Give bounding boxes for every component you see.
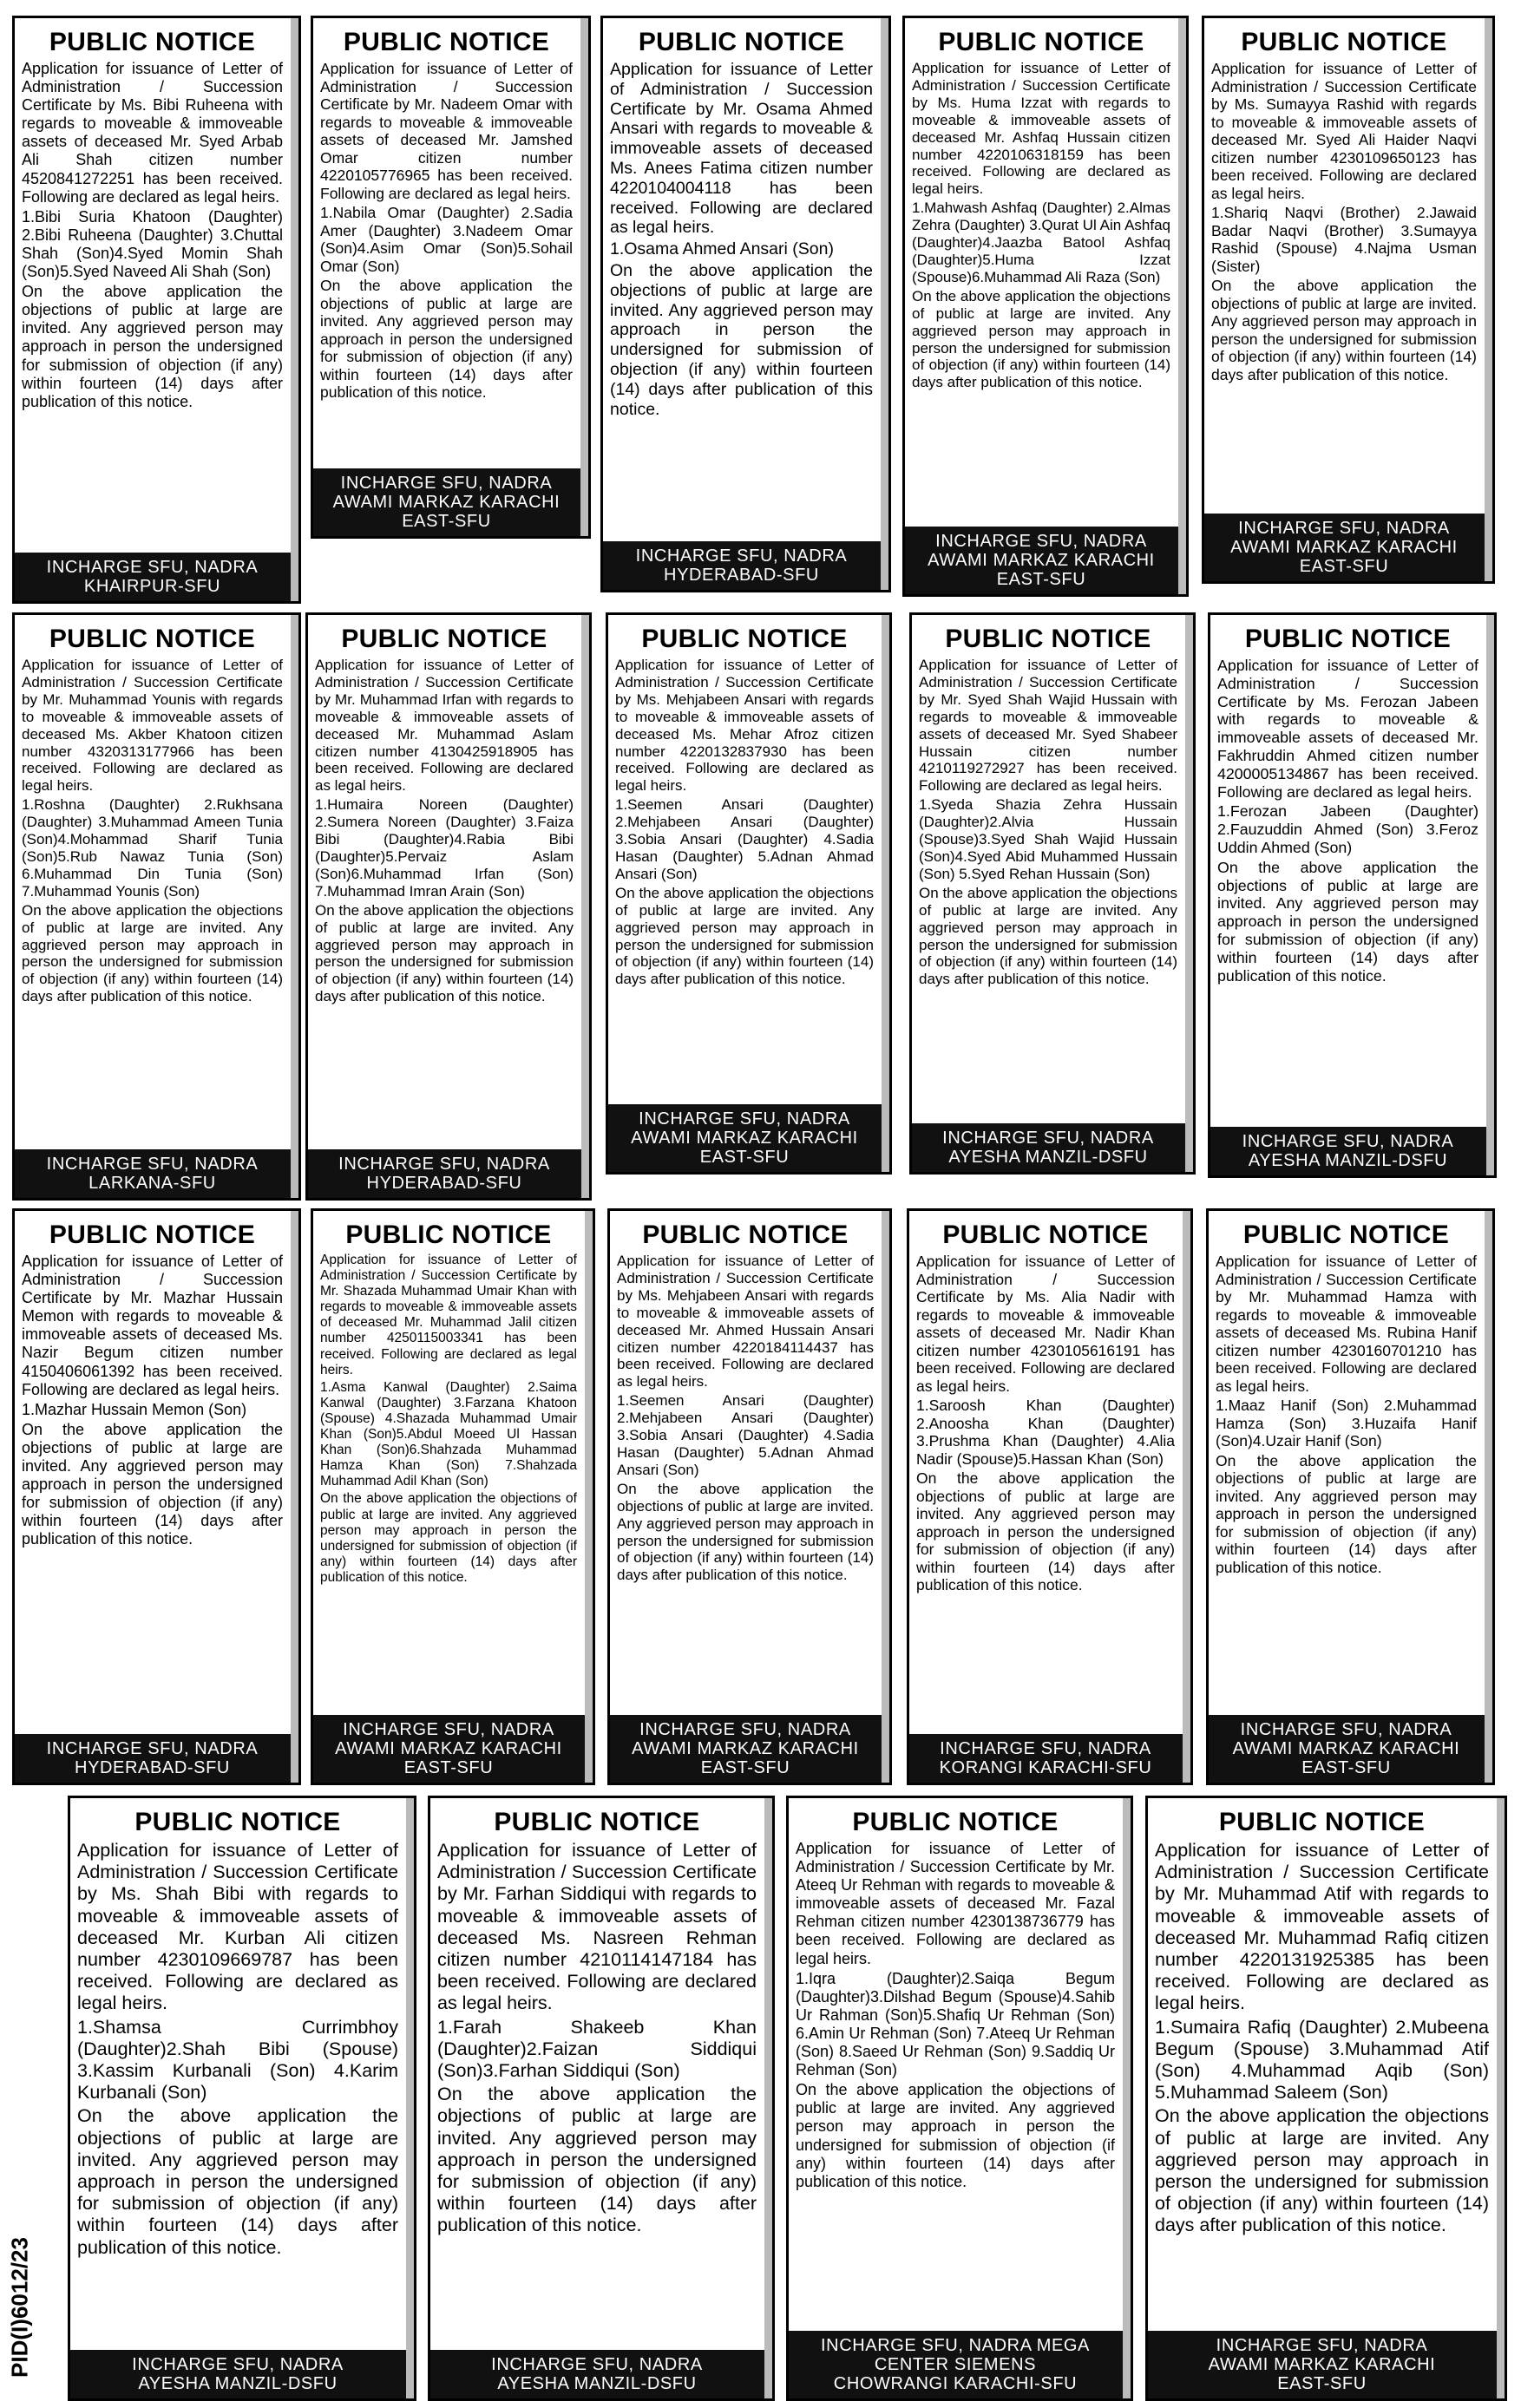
notice-title: PUBLIC NOTICE (345, 1220, 552, 1249)
public-notice (68, 1796, 416, 2401)
footer-line: AWAMI MARKAZ KARACHI (332, 493, 561, 512)
notice-heirs: 1.Seemen Ansari (Daughter) 2.Mehjabeen Ansari (Daughter) 3.Sobia Ansari (Daughter) 4.Sadia Hasan (Daughter) 5.Adnan Ahmad Ansari (Son) (615, 796, 874, 882)
footer-line: INCHARGE SFU, NADRA (1242, 1132, 1454, 1151)
notice-title: PUBLIC NOTICE (49, 28, 256, 56)
footer-line: INCHARGE SFU, NADRA (340, 474, 553, 493)
notice-title: PUBLIC NOTICE (1218, 1808, 1426, 1836)
public-notice (600, 16, 891, 592)
notice-footer (430, 2350, 772, 2398)
notice-footer (1148, 2331, 1505, 2398)
public-notice (311, 16, 591, 539)
notice-closing: On the above application the objections of public at large are invited. Any aggrieved person may approach in person the undersigned for submission of objection (if any) within fourteen (14) days after publication of this notice. (617, 1480, 874, 1584)
notice-footer (1209, 1715, 1492, 1783)
footer-line: INCHARGE SFU, NADRA (942, 1129, 1154, 1148)
footer-line: INCHARGE SFU, NADRA (639, 1720, 851, 1739)
notice-intro: Application for issuance of Letter of Administration / Succession Certificate by Mr. Syed Shah Wajid Hussain with regards to moveable & immoveable assets of deceased Mr. Syed Shabeer Hussain citizen number 4210119272927 has been received. Following are declared as legal heirs. (919, 657, 1177, 795)
notice-footer (70, 2350, 414, 2398)
notice-footer (1204, 514, 1492, 581)
notice-title: PUBLIC NOTICE (1244, 625, 1452, 653)
footer-line: INCHARGE SFU, NADRA (46, 1155, 259, 1174)
public-notice (786, 1796, 1133, 2401)
notice-closing: On the above application the objections of public at large are invited. Any aggrieved person may approach in person the undersigned for submission of objection (if any) within fourteen (14) days after publication of this notice. (1211, 277, 1477, 383)
notice-intro: Application for issuance of Letter of Administration / Succession Certificate by Mr. Farhan Siddiqui with regards to moveable & immoveable assets of deceased Ms. Nasreen Rehman citizen number 4210114147184 has been received. Following are declared as legal heirs. (437, 1840, 757, 2014)
footer-line: INCHARGE SFU, NADRA (1238, 519, 1450, 538)
footer-line: HYDERABAD-SFU (366, 1174, 522, 1193)
notice-heirs: 1.Saroosh Khan (Daughter) 2.Anoosha Khan (Daughter) 3.Prushma Khan (Daughter) 4.Alia Nadir (Spouse)5.Hassan Khan (Son) (916, 1397, 1175, 1468)
notice-intro: Application for issuance of Letter of Administration / Succession Certificate by Mr. Muhammad Hamza with regards to moveable & immoveable assets of deceased Ms. Rubina Hanif citizen number 4230160701210 has been received. Following are declared as legal heirs. (1216, 1253, 1477, 1395)
notice-intro: Application for issuance of Letter of Administration / Succession Certificate by Ms. Huma Izzat with regards to moveable & immoveable assets of deceased Mr. Ashfaq Hussain citizen number 4220106318159 has been received. Following are declared as legal heirs. (912, 60, 1170, 198)
footer-line: INCHARGE SFU, NADRA (940, 1739, 1151, 1758)
notice-title: PUBLIC NOTICE (49, 625, 256, 653)
notice-closing: On the above application the objections of public at large are invited. Any aggrieved person may approach in person the undersigned for submission of objection (if any) within fourteen (14) days after publication of this notice. (1155, 2105, 1489, 2236)
notice-heirs: 1.Sumaira Rafiq (Daughter) 2.Mubeena Begum (Spouse) 3.Muhammad Atif (Son) 4.Muhammad Aqib (Son) 5.Muhammad Saleem (Son) (1155, 2016, 1489, 2104)
notice-body (1204, 60, 1492, 514)
notice-title: PUBLIC NOTICE (1242, 1220, 1450, 1249)
notice-body (308, 657, 589, 1149)
footer-line: AYESHA MANZIL-DSFU (138, 2374, 338, 2393)
notice-intro: Application for issuance of Letter of Administration / Succession Certificate by Mr. Muhammad Irfan with regards to moveable & immoveable assets of deceased Mr. Muhammad Aslam citizen number 4130425918905 has been received. Following are declared as legal heirs. (315, 657, 574, 795)
public-notice (1202, 16, 1495, 584)
notice-footer (608, 1104, 889, 1172)
notice-closing: On the above application the objections of public at large are invited. Any aggrieved person may approach in person the undersigned for submission of objection (if any) within fourteen (14) days after publication of this notice. (315, 901, 574, 1005)
notice-intro: Application for issuance of Letter of Administration / Succession Certificate by Ms. Bibi Ruheena with regards to moveable & immoveable assets of deceased Mr. Syed Arbab Ali Shah citizen number 4520841272251 has been received. Following are declared as legal heirs. (22, 60, 283, 206)
notice-body (789, 1840, 1131, 2331)
notice-title: PUBLIC NOTICE (642, 1220, 849, 1249)
notice-closing: On the above application the objections of public at large are invited. Any aggrieved person may approach in person the undersigned for submission of objection (if any) within fourteen (14) days after publication of this notice. (320, 1491, 577, 1585)
notice-footer (909, 1734, 1190, 1783)
footer-line: AYESHA MANZIL-DSFU (948, 1148, 1148, 1167)
notice-closing: On the above application the objections of public at large are invited. Any aggrieved person may approach in person the undersigned for submission of objection (if any) within fourteen (14) days after publication of this notice. (77, 2105, 398, 2258)
notice-body (313, 1253, 593, 1715)
public-notice (902, 16, 1189, 597)
notice-intro: Application for issuance of Letter of Administration / Succession Certificate by Ms. Mehjabeen Ansari with regards to moveable & immoveable assets of deceased Ms. Mehar Afroz citizen number 4220132837930 has been received. Following are declared as legal heirs. (615, 657, 874, 795)
notice-footer (789, 2331, 1131, 2398)
notice-title: PUBLIC NOTICE (938, 28, 1144, 56)
footer-line: CENTER SIEMENS (874, 2355, 1037, 2374)
notice-closing: On the above application the objections of public at large are invited. Any aggrieved person may approach in person the undersigned for submission of objection (if any) within fourteen (14) days after publication of this notice. (22, 1420, 283, 1548)
notice-title: PUBLIC NOTICE (852, 1808, 1059, 1836)
notice-title: PUBLIC NOTICE (341, 625, 547, 653)
notice-body (430, 1840, 772, 2350)
notice-intro: Application for issuance of Letter of Administration / Succession Certificate by Mr. Muhammad Younis with regards to moveable & immoveable assets of deceased Ms. Akber Khatoon citizen number 4320313177966 has been received. Following are declared as legal heirs. (22, 657, 283, 795)
footer-line: INCHARGE SFU, NADRA (1240, 1720, 1452, 1739)
notice-closing: On the above application the objections of public at large are invited. Any aggrieved person may approach in person the undersigned for submission of objection (if any) within fourteen (14) days after publication of this notice. (1216, 1451, 1477, 1576)
notice-heirs: 1.Farah Shakeeb Khan (Daughter)2.Faizan Siddiqui (Son)3.Farhan Siddiqui (Son) (437, 2016, 757, 2082)
notice-closing: On the above application the objections of public at large are invited. Any aggrieved person may approach in person the undersigned for submission of objection (if any) within fourteen (14) days after publication of this notice. (912, 287, 1170, 391)
notice-body (70, 1840, 414, 2350)
notice-heirs: 1.Seemen Ansari (Daughter) 2.Mehjabeen Ansari (Daughter) 3.Sobia Ansari (Daughter) 4.Sadia Hasan (Daughter) 5.Adnan Ahmad Ansari (Son) (617, 1392, 874, 1478)
notice-footer (313, 1715, 593, 1783)
notice-footer (912, 1123, 1193, 1172)
footer-line: INCHARGE SFU, NADRA MEGA (821, 2336, 1090, 2355)
notice-intro: Application for issuance of Letter of Administration / Succession Certificate by Mr. Muhammad Atif with regards to moveable & immoveable assets of deceased Mr. Muhammad Rafiq citizen number 4220131925385 has been received. Following are declared as legal heirs. (1155, 1840, 1489, 2014)
notice-heirs: 1.Ferozan Jabeen (Daughter) 2.Fauzuddin Ahmed (Son) 3.Feroz Uddin Ahmed (Son) (1217, 802, 1478, 856)
notice-body (603, 60, 888, 541)
footer-line: INCHARGE SFU, NADRA (639, 1109, 850, 1129)
footer-line: HYDERABAD-SFU (75, 1758, 230, 1777)
footer-line: EAST-SFU (1299, 557, 1389, 576)
footer-line: EAST-SFU (996, 570, 1086, 589)
footer-line: AYESHA MANZIL-DSFU (1248, 1151, 1448, 1170)
notice-body (912, 657, 1193, 1123)
notice-intro: Application for issuance of Letter of Administration / Succession Certificate by Mr. Mazhar Hussain Memon with regards to moveable & immoveable assets of deceased Ms. Nazir Begum citizen number 4150406061392 has been received. Following are declared as legal heirs. (22, 1253, 283, 1398)
notice-footer (603, 541, 888, 590)
notice-intro: Application for issuance of Letter of Administration / Succession Certificate by Mr. Ateeq Ur Rehman with regards to moveable & immoveable assets of deceased Mr. Fazal Rehman citizen number 4230138736779 has been received. Following are declared as legal heirs. (796, 1840, 1115, 1967)
public-notice (305, 612, 592, 1201)
notice-footer (15, 553, 298, 601)
notice-closing: On the above application the objections of public at large are invited. Any aggrieved person may approach in person the undersigned for submission of objection (if any) within fourteen (14) days after publication of this notice. (916, 1469, 1175, 1593)
notice-footer (313, 468, 588, 536)
notice-intro: Application for issuance of Letter of Administration / Succession Certificate by Mr. Nadeem Omar with regards to moveable & immoveable assets of deceased Mr. Jamshed Omar citizen number 4220105776965 has been received. Following are declared as legal heirs. (320, 60, 573, 202)
notice-title: PUBLIC NOTICE (641, 625, 848, 653)
footer-line: KORANGI KARACHI-SFU (939, 1758, 1152, 1777)
notice-intro: Application for issuance of Letter of Administration / Succession Certificate by Ms. Shah Bibi with regards to moveable & immoveable assets of deceased Mr. Kurban Ali citizen number 4230109669787 has been received. Following are declared as legal heirs. (77, 1840, 398, 2014)
notice-intro: Application for issuance of Letter of Administration / Succession Certificate by Mr. Shazada Muhammad Umair Khan with regards to moveable & immoveable assets of deceased Mr. Muhammad Jalil citizen number 4250115003341 has been received. Following are declared as legal heirs. (320, 1253, 577, 1377)
notice-footer (905, 527, 1186, 594)
notice-title: PUBLIC NOTICE (638, 28, 845, 56)
notice-heirs: 1.Humaira Noreen (Daughter) 2.Sumera Noreen (Daughter) 3.Faiza Bibi (Daughter)4.Rabia Bibi (Daughter)5.Pervaiz Aslam (Son)6.Muhammad Irfan (Son) 7.Muhammad Imran Arain (Son) (315, 796, 574, 900)
footer-line: INCHARGE SFU, NADRA (935, 532, 1147, 551)
notice-closing: On the above application the objections of public at large are invited. Any aggrieved person may approach in person the undersigned for submission of objection (if any) within fourteen (14) days after publication of this notice. (610, 260, 873, 419)
notice-heirs: 1.Mahwash Ashfaq (Daughter) 2.Almas Zehra (Daughter) 3.Qurat Ul Ain Ashfaq (Daughter)4.Jaazba Batool Ashfaq (Daughter)5.Huma Izzat (Spouse)6.Muhammad Ali Raza (Son) (912, 200, 1170, 285)
public-notice (607, 1208, 892, 1785)
notice-heirs: 1.Nabila Omar (Daughter) 2.Sadia Amer (Daughter) 3.Nadeem Omar (Son)4.Asim Omar (Son)5.Sohail Omar (Son) (320, 204, 573, 275)
footer-line: INCHARGE SFU, NADRA (635, 546, 848, 566)
notice-heirs: 1.Shamsa Currimbhoy (Daughter)2.Shah Bibi (Spouse) 3.Kassim Kurbanali (Son) 4.Karim Kurbanali (Son) (77, 2016, 398, 2104)
notice-body (610, 1253, 889, 1715)
footer-line: EAST-SFU (700, 1758, 790, 1777)
notice-body (909, 1253, 1190, 1734)
public-notice (907, 1208, 1193, 1785)
notice-intro: Application for issuance of Letter of Administration / Succession Certificate by Mr. Osama Ahmed Ansari with regards to moveable & immoveable assets of deceased Ms. Anees Fatima citizen number 4220104004118 has been received. Following are declared as legal heirs. (610, 60, 873, 238)
notice-heirs: 1.Iqra (Daughter)2.Saiqa Begum (Daughter)3.Dilshad Begum (Spouse)4.Sahib Ur Rahman (Son)5.Shafiq Ur Rehman (Son) 6.Amin Ur Rehman (Son) 7.Ateeq Ur Rehman (Son) 8.Saeed Ur Rehman (Son) 9.Saddiq Ur Rehman (Son) (796, 1969, 1115, 2079)
public-notice (12, 1208, 301, 1785)
footer-line: AWAMI MARKAZ KARACHI (1232, 1739, 1460, 1758)
public-notice (909, 612, 1196, 1175)
notice-body (15, 1253, 298, 1734)
notice-title: PUBLIC NOTICE (942, 1220, 1149, 1249)
notice-closing: On the above application the objections of public at large are invited. Any aggrieved person may approach in person the undersigned for submission of objection (if any) within fourteen (14) days after publication of this notice. (320, 277, 573, 401)
notice-footer (1210, 1127, 1494, 1175)
footer-line: EAST-SFU (699, 1148, 790, 1167)
footer-line: AWAMI MARKAZ KARACHI (1230, 538, 1458, 557)
notice-body (608, 657, 889, 1104)
footer-line: INCHARGE SFU, NADRA (1216, 2336, 1428, 2355)
notice-body (15, 60, 298, 553)
footer-line: KHAIRPUR-SFU (83, 577, 221, 596)
public-notice (1206, 1208, 1495, 1785)
notice-title: PUBLIC NOTICE (343, 28, 550, 56)
notice-title: PUBLIC NOTICE (494, 1808, 700, 1836)
notice-body (1209, 1253, 1492, 1715)
notice-closing: On the above application the objections of public at large are invited. Any aggrieved person may approach in person the undersigned for submission of objection (if any) within fourteen (14) days after publication of this notice. (437, 2084, 757, 2236)
footer-line: AWAMI MARKAZ KARACHI (928, 551, 1155, 570)
notice-closing: On the above application the objections of public at large are invited. Any aggrieved person may approach in person the undersigned for submission of objection (if any) within fourteen (14) days after publication of this notice. (1217, 858, 1478, 985)
notice-intro: Application for issuance of Letter of Administration / Succession Certificate by Ms. Alia Nadir with regards to moveable & immoveable assets of deceased Mr. Nadir Khan citizen number 4230105616191 has been received. Following are declared as legal heirs. (916, 1253, 1175, 1395)
notice-title: PUBLIC NOTICE (945, 625, 1151, 653)
notice-intro: Application for issuance of Letter of Administration / Succession Certificate by Ms. Mehjabeen Ansari with regards to moveable & immoveable assets of deceased Mr. Ahmed Hussain Ansari citizen number 4220184114437 has been received. Following are declared as legal heirs. (617, 1253, 874, 1390)
notice-title: PUBLIC NOTICE (49, 1220, 256, 1249)
footer-line: LARKANA-SFU (89, 1174, 216, 1193)
notice-closing: On the above application the objections of public at large are invited. Any aggrieved person may approach in person the undersigned for submission of objection (if any) within fourteen (14) days after publication of this notice. (22, 901, 283, 1005)
notice-footer (610, 1715, 889, 1783)
footer-line: INCHARGE SFU, NADRA (132, 2355, 344, 2374)
footer-line: AWAMI MARKAZ KARACHI (631, 1129, 858, 1148)
footer-line: AWAMI MARKAZ KARACHI (335, 1739, 562, 1758)
footer-line: INCHARGE SFU, NADRA (491, 2355, 703, 2374)
footer-line: INCHARGE SFU, NADRA (343, 1720, 554, 1739)
footer-line: INCHARGE SFU, NADRA (46, 558, 259, 577)
footer-line: EAST-SFU (1301, 1758, 1391, 1777)
notice-body (1210, 657, 1494, 1127)
notice-body (313, 60, 588, 468)
notice-heirs: 1.Osama Ahmed Ansari (Son) (610, 239, 834, 259)
notice-heirs: 1.Syeda Shazia Zehra Hussain (Daughter)2.Alvia Hussain (Spouse)3.Syed Shah Wajid Hussain (Son)4.Syed Abid Muhammed Hussain (Son) 5.Syed Rehan Hussain (Son) (919, 796, 1177, 882)
notice-title: PUBLIC NOTICE (134, 1808, 341, 1836)
notice-title: PUBLIC NOTICE (1241, 28, 1447, 56)
footer-line: AWAMI MARKAZ KARACHI (1208, 2355, 1436, 2374)
footer-line: INCHARGE SFU, NADRA (46, 1739, 259, 1758)
notice-heirs: 1.Asma Kanwal (Daughter) 2.Saima Kanwal (Daughter) 3.Farzana Khatoon (Spouse) 4.Shazada Muhammad Umair Khan (Son)5.Abdul Moeed Ul Hassan Khan (Son)6.Shahzada Muhammad Hamza Khan (Son) 7.Shahzada Muhammad Adil Khan (Son) (320, 1379, 577, 1489)
footer-line: CHOWRANGI KARACHI-SFU (833, 2374, 1078, 2393)
footer-line: INCHARGE SFU, NADRA (338, 1155, 550, 1174)
notice-heirs: 1.Maaz Hanif (Son) 2.Muhammad Hamza (Son) 3.Huzaifa Hanif (Son)4.Uzair Hanif (Son) (1216, 1397, 1477, 1449)
notice-heirs: 1.Bibi Suria Khatoon (Daughter) 2.Bibi Ruheena (Daughter) 3.Chuttal Shah (Son)4.Syed Momin Shah (Son)5.Syed Naveed Ali Shah (Son) (22, 207, 283, 281)
notice-heirs: 1.Shariq Naqvi (Brother) 2.Jawaid Badar Naqvi (Brother) 3.Sumayya Rashid (Spouse) 4.Najma Usman (Sister) (1211, 204, 1477, 275)
notice-body (1148, 1840, 1505, 2331)
notice-body (905, 60, 1186, 527)
notice-intro: Application for issuance of Letter of Administration / Succession Certificate by Ms. Ferozan Jabeen with regards to moveable & immoveable assets of deceased Mr. Fakhruddin Ahmed citizen number 4200005134867 has been received. Following are declared as legal heirs. (1217, 657, 1478, 801)
notice-heirs: 1.Roshna (Daughter) 2.Rukhsana (Daughter) 3.Muhammad Ameen Tunia (Son)4.Mohammad Sharif Tunia (Son)5.Rub Nawaz Tunia (Son) 6.Muhammad Din Tunia (Son) 7.Muhammad Younis (Son) (22, 796, 283, 900)
notice-closing: On the above application the objections of public at large are invited. Any aggrieved person may approach in person the undersigned for submission of objection (if any) within fourteen (14) days after publication of this notice. (919, 884, 1177, 988)
footer-line: EAST-SFU (403, 1758, 494, 1777)
footer-line: AYESHA MANZIL-DSFU (497, 2374, 697, 2393)
public-notice (428, 1796, 775, 2401)
footer-line: EAST-SFU (402, 512, 491, 531)
pid-code: PID(I)6012/23 (6, 2237, 33, 2378)
footer-line: AWAMI MARKAZ KARACHI (632, 1739, 859, 1758)
notice-footer (15, 1149, 298, 1198)
notice-closing: On the above application the objections of public at large are invited. Any aggrieved person may approach in person the undersigned for submission of objection (if any) within fourteen (14) days after publication of this notice. (615, 884, 874, 988)
public-notice (606, 612, 892, 1175)
notice-footer (308, 1149, 589, 1198)
public-notice (311, 1208, 595, 1785)
notice-body (15, 657, 298, 1149)
footer-line: HYDERABAD-SFU (664, 566, 819, 585)
public-notice (1208, 612, 1497, 1178)
public-notice (12, 612, 301, 1201)
notice-footer (15, 1734, 298, 1783)
notice-intro: Application for issuance of Letter of Administration / Succession Certificate by Ms. Sumayya Rashid with regards to moveable & immoveable assets of deceased Mr. Syed Ali Haider Naqvi citizen number 4230109650123 has been received. Following are declared as legal heirs. (1211, 60, 1477, 202)
public-notice (12, 16, 301, 604)
notice-closing: On the above application the objections of public at large are invited. Any aggrieved person may approach in person the undersigned for submission of objection (if any) within fourteen (14) days after publication of this notice. (22, 283, 283, 410)
notice-closing: On the above application the objections of public at large are invited. Any aggrieved person may approach in person the undersigned for submission of objection (if any) within fourteen (14) days after publication of this notice. (796, 2081, 1115, 2190)
footer-line: EAST-SFU (1277, 2374, 1367, 2393)
public-notice (1145, 1796, 1507, 2401)
notice-heirs: 1.Mazhar Hussain Memon (Son) (22, 1400, 247, 1418)
